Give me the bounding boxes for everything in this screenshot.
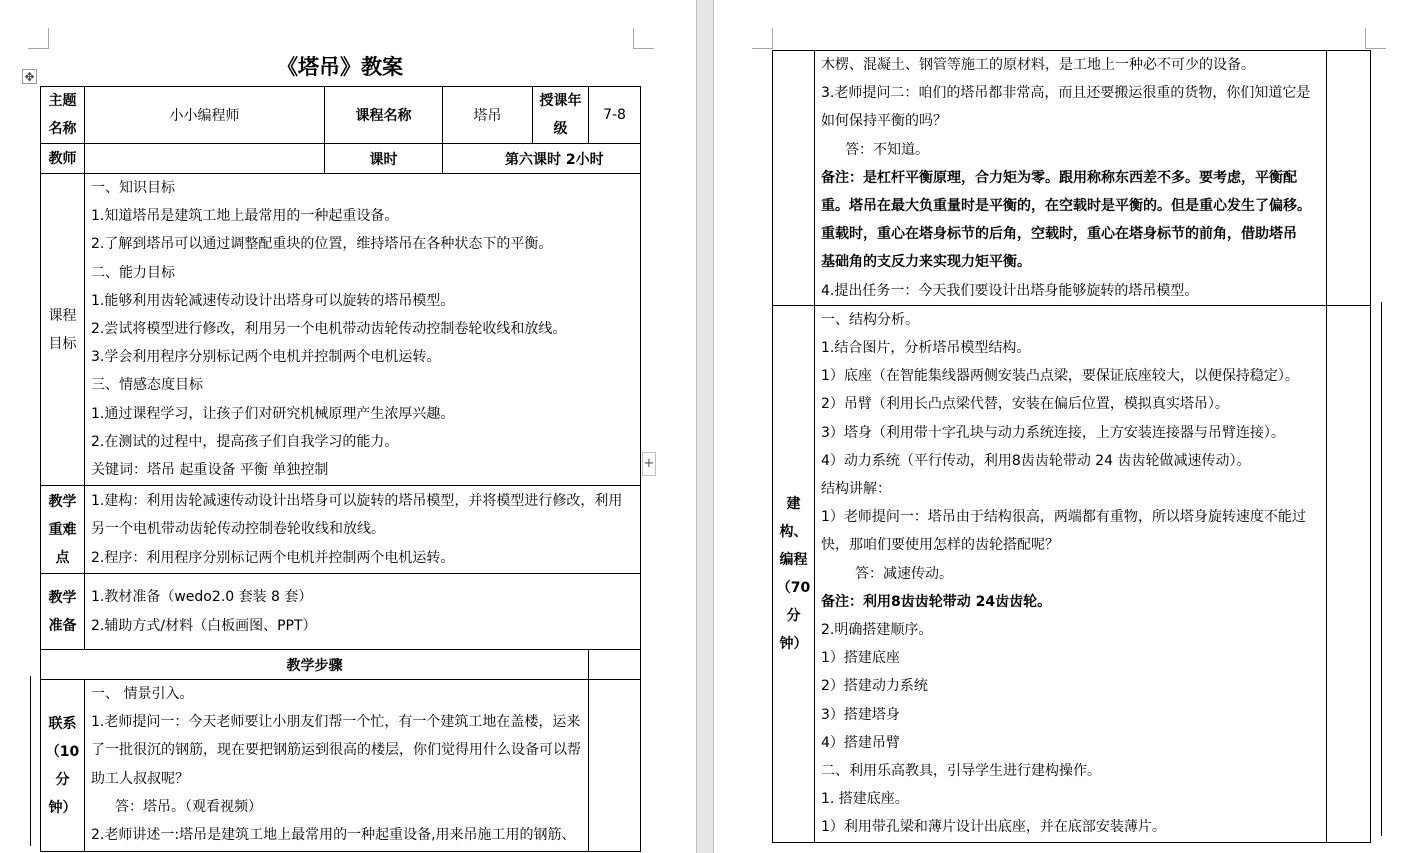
left-margin-line (30, 676, 31, 846)
preparation-line: 1.教材准备（wedo2.0 套装 8 套） (91, 589, 313, 606)
note-line: 重载时，重心在塔身标节的后角，空载时，重心在塔身标节的前角，借助塔吊 (821, 226, 1297, 243)
grade-label: 授课年 级 (533, 87, 589, 144)
continued-line: 木楞、混凝土、钢管等施工的原材料，是工地上一种必不可少的设备。 (821, 57, 1255, 73)
goals-line: 1.能够利用齿轮减速传动设计出塔身可以旋转的塔吊模型。 (91, 292, 455, 309)
goals-line: 2.尝试将模型进行修改，利用另一个电机带动齿轮传动控制卷轮收线和放线。 (91, 321, 567, 338)
build-line: 3）塔身（利用带十字孔块与动力系统连接，上方安装连接器与吊臂连接）。 (821, 424, 1285, 441)
build-line: 4）动力系统（平行传动，利用8齿齿轮带动 24 齿齿轮做减速传动）。 (821, 452, 1251, 469)
build-content[interactable] (815, 305, 1327, 842)
build-line: 答：减速传动。 (855, 565, 953, 582)
note-line: 基础角的支反力来实现力矩平衡。 (821, 254, 1031, 271)
continued-content[interactable] (815, 51, 1327, 306)
key-points-line: 1.建构：利用齿轮减速传动设计出塔身可以旋转的塔吊模型，并将模型进行修改，利用 (91, 493, 623, 510)
key-points-content[interactable] (85, 486, 641, 574)
table-row (41, 574, 641, 650)
margin-corner-mark (752, 28, 773, 49)
build-line: 1）老师提问一：塔吊由于结构很高，两端都有重物，所以塔身旋转速度不能过 (821, 509, 1306, 526)
connect-line: 助工人叔叔呢？ (91, 770, 189, 787)
table-row (41, 650, 641, 680)
connect-line: 2.老师讲述一:塔吊是建筑工地上最常用的一种起重设备,用来吊施工用的钢筋、 (91, 827, 576, 844)
connect-line: 一、 情景引入。 (91, 686, 194, 702)
preparation-line: 2.辅助方式/材料（白板画图、PPT） (91, 617, 317, 634)
document-title: 《塔吊》教案 (277, 54, 403, 79)
teacher-label: 教师 (41, 144, 85, 174)
preparation-content[interactable] (85, 574, 641, 650)
continued-line: 如何保持平衡的吗？ (821, 113, 947, 130)
table-move-icon[interactable]: ✥ (22, 69, 37, 84)
build-line: 2.明确搭建顺序。 (821, 622, 933, 639)
period-label: 课时 (325, 144, 443, 174)
goals-line: 关键词：塔吊 起重设备 平衡 单独控制 (91, 462, 329, 479)
continued-line: 答：不知道。 (845, 141, 929, 158)
course-label: 课程名称 (325, 87, 443, 144)
note-line: 备注：是杠杆平衡原理，合力矩为零。跟用称称东西差不多。要考虑，平衡配 (821, 169, 1297, 186)
course-value[interactable]: 塔吊 (443, 87, 533, 144)
margin-corner-mark (1365, 28, 1386, 49)
key-points-line: 另一个电机带动齿轮传动控制卷轮收线和放线。 (91, 521, 385, 538)
table-row (41, 87, 641, 144)
build-line: 结构讲解： (821, 481, 891, 498)
page-edge-left (696, 0, 697, 853)
goals-line: 2.了解到塔吊可以通过调整配重块的位置，维持塔吊在各种状态下的平衡。 (91, 236, 553, 253)
steps-header-empty[interactable] (589, 650, 641, 680)
continued-notes-cell[interactable] (1327, 51, 1371, 306)
table-row (41, 486, 641, 574)
continued-line: 3.老师提问二：咱们的塔吊都非常高，而且还要搬运很重的货物，你们知道它是 (821, 85, 1311, 102)
connect-line: 答：塔吊。（观看视频） (115, 798, 262, 815)
goals-label: 课程 目标 (41, 174, 85, 486)
margin-corner-mark (28, 28, 49, 49)
build-line: 1）底座（在智能集线器两侧安装凸点梁，要保证底座较大，以便保持稳定）。 (821, 368, 1299, 385)
build-line: 3）搭建塔身 (821, 706, 900, 723)
goals-line: 3.学会利用程序分别标记两个电机并控制两个电机运转。 (91, 349, 441, 366)
build-line: 1. 搭建底座。 (821, 791, 909, 808)
goals-line: 一、知识目标 (91, 180, 175, 196)
table-row (773, 51, 1371, 306)
steps-header: 教学步骤 (41, 650, 589, 680)
grade-value[interactable]: 7-8 (589, 87, 641, 144)
preparation-label: 教学 准备 (41, 574, 85, 650)
goals-content[interactable] (85, 174, 641, 486)
connect-line: 1.老师提问一：今天老师要让小朋友们帮一个忙，有一个建筑工地在盖楼，运来 (91, 714, 581, 731)
page-gutter (697, 0, 713, 853)
key-points-label: 教学 重难 点 (41, 486, 85, 574)
note-line: 重。塔吊在最大负重量时是平衡的，在空载时是平衡的。但是重心发生了偏移。 (821, 198, 1311, 215)
build-line: 二、利用乐高教具，引导学生进行建构操作。 (821, 763, 1101, 780)
connect-label: 联系 （10 分 钟） (41, 680, 85, 852)
goals-line: 二、能力目标 (91, 264, 175, 281)
period-value[interactable]: 第六课时 2小时 (443, 144, 641, 174)
build-line: 快，那咱们要使用怎样的齿轮搭配呢？ (821, 537, 1059, 554)
goals-line: 三、情感态度目标 (91, 377, 203, 394)
build-line: 一、结构分析。 (821, 311, 919, 328)
margin-corner-mark (633, 28, 654, 49)
continued-line: 4.提出任务一：今天我们要设计出塔身能够旋转的塔吊模型。 (821, 282, 1199, 299)
theme-value[interactable]: 小小编程师 (85, 87, 325, 144)
lesson-plan-table-page1 (40, 86, 641, 852)
page-edge-right (713, 0, 714, 853)
theme-label: 主题 名称 (41, 87, 85, 144)
teacher-value[interactable] (85, 144, 325, 174)
build-notes-cell[interactable] (1327, 305, 1371, 842)
goals-line: 1.通过课程学习，让孩子们对研究机械原理产生浓厚兴趣。 (91, 405, 455, 422)
right-margin-line (1381, 302, 1382, 836)
add-column-icon[interactable]: + (642, 452, 656, 476)
note-line: 备注：利用8齿齿轮带动 24齿齿轮。 (821, 593, 1052, 610)
connect-notes-cell[interactable] (589, 680, 641, 852)
build-line: 1.结合图片，分析塔吊模型结构。 (821, 340, 1031, 357)
continued-label-cell (773, 51, 815, 306)
table-row (41, 174, 641, 486)
key-points-line: 2.程序：利用程序分别标记两个电机并控制两个电机运转。 (91, 549, 455, 566)
connect-line: 了一批很沉的钢筋，现在要把钢筋运到很高的楼层，你们觉得用什么设备可以帮 (91, 742, 581, 759)
connect-content[interactable] (85, 680, 589, 852)
table-row (41, 144, 641, 174)
table-row (41, 680, 641, 852)
build-line: 2）搭建动力系统 (821, 678, 928, 695)
build-line: 4）搭建吊臂 (821, 734, 900, 751)
table-row (773, 305, 1371, 842)
goals-line: 1.知道塔吊是建筑工地上最常用的一种起重设备。 (91, 208, 399, 225)
goals-line: 2.在测试的过程中，提高孩子们自我学习的能力。 (91, 433, 399, 450)
build-label: 建 构、 编程 （70 分 钟） (773, 305, 815, 842)
build-line: 2）吊臂（利用长凸点梁代替，安装在偏后位置，模拟真实塔吊）。 (821, 396, 1229, 413)
build-line: 1）搭建底座 (821, 650, 900, 667)
build-line: 1）利用带孔梁和薄片设计出底座，并在底部安装薄片。 (821, 819, 1166, 836)
lesson-plan-table-page2 (772, 50, 1371, 843)
